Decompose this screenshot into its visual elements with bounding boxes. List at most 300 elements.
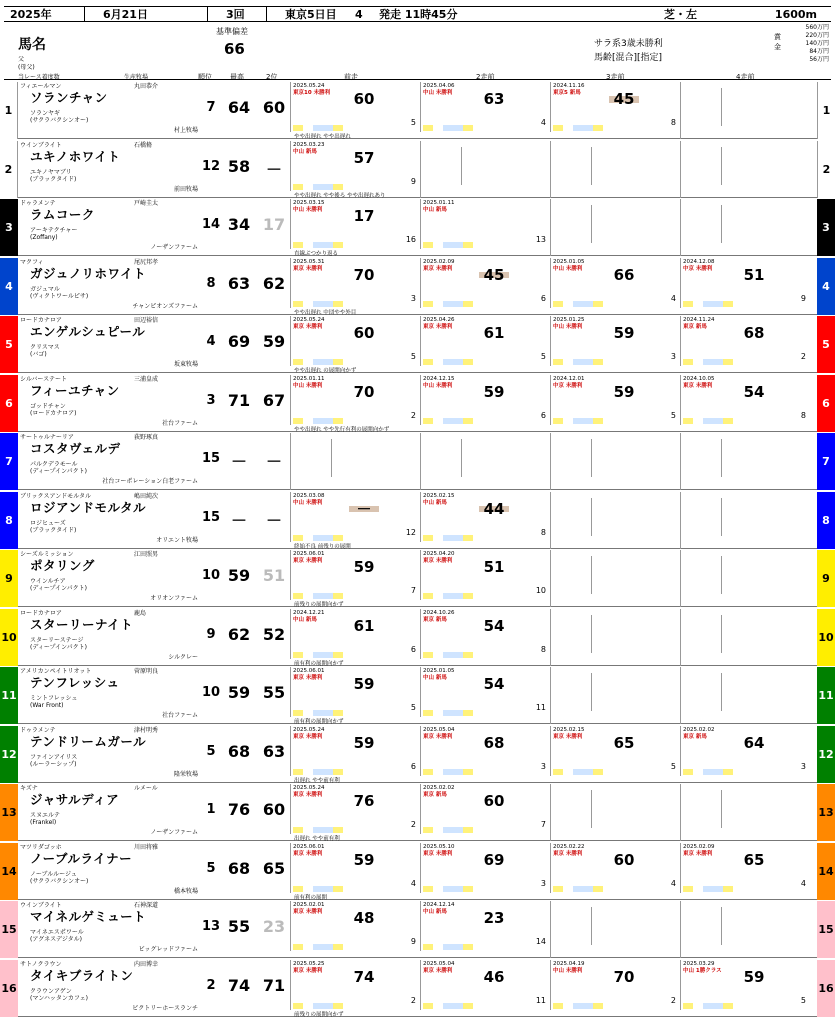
race-position: 9: [800, 293, 806, 303]
race-speed: 45: [479, 272, 509, 279]
race-date: 2025.05.24: [293, 726, 325, 733]
sire-name: ロードカナロア: [20, 317, 62, 324]
damsire-name: (アグネスデジタル): [30, 936, 82, 943]
kai: 3回: [226, 8, 245, 21]
race-title: 東京 未勝利: [423, 967, 453, 974]
empty-race-box: [591, 556, 661, 594]
damsire-name: (バゴ): [30, 351, 47, 358]
tag-swatch: [713, 359, 723, 365]
tag-swatch: [573, 769, 583, 775]
race-tags-bar: [293, 944, 343, 950]
tag-swatch: [303, 1003, 313, 1009]
tag-swatch: [323, 944, 333, 950]
distance: 1600m: [774, 7, 817, 21]
jockey-name: 川田将雅: [134, 843, 159, 851]
tag-swatch: [583, 301, 593, 307]
post-time: 発走 11時45分: [379, 8, 458, 21]
tag-swatch: [453, 710, 463, 716]
past-race[interactable]: [420, 375, 550, 425]
past-race[interactable]: [290, 375, 420, 425]
post-band-right: 16: [817, 960, 835, 1017]
past-race[interactable]: [290, 843, 420, 893]
header-top-bar: [4, 6, 831, 22]
tag-swatch: [713, 1003, 723, 1009]
tag-swatch: [713, 301, 723, 307]
race-title: 中山 未勝利: [553, 967, 583, 974]
past-race[interactable]: [420, 550, 550, 600]
sire-name: サトノクラウン: [20, 960, 62, 968]
past-race[interactable]: [420, 316, 550, 366]
race-speed: 59: [613, 382, 635, 401]
damsire-name: (ルーラーシップ): [30, 760, 77, 768]
tag-swatch: [313, 944, 323, 950]
past-race[interactable]: [550, 82, 680, 132]
race-comment: やや出遅れ やや先行有利の展開向かず: [294, 426, 390, 433]
rank-value: 4: [206, 334, 216, 349]
post-band-left: 7: [0, 433, 18, 490]
past-race[interactable]: [420, 82, 550, 132]
second-speed: 65: [262, 858, 286, 878]
race-speed: 48: [353, 909, 375, 927]
sire-name: ウインブライト: [20, 902, 62, 909]
race-comment: 終始不良 前残りの展開: [294, 543, 351, 550]
rank-value: 12: [201, 158, 221, 174]
tag-swatch: [293, 301, 303, 307]
jockey-name: 内田博幸: [134, 960, 159, 968]
tag-swatch: [433, 593, 443, 599]
tag-swatch: [333, 886, 343, 892]
past-race[interactable]: [680, 960, 810, 1010]
race-tags-bar: [293, 652, 343, 658]
race-tags-bar: [553, 769, 603, 775]
breeder-name: 隆栄牧場: [173, 770, 198, 778]
horse-name[interactable]: コスタヴェルデ: [30, 441, 121, 456]
race-comment: やや出遅れ やや後ろ やや出遅れあり: [294, 192, 386, 199]
tag-swatch: [463, 769, 473, 775]
tag-swatch: [433, 1003, 443, 1009]
past-race[interactable]: [290, 82, 420, 132]
tag-swatch: [423, 359, 433, 365]
tag-swatch: [303, 125, 313, 131]
race-header: [4, 6, 831, 80]
race-speed: 63: [483, 90, 505, 108]
damsire-name: (Frankel): [30, 819, 57, 826]
past-race[interactable]: [680, 316, 810, 366]
tag-swatch: [723, 418, 733, 424]
dam-name: ミントフレッシュ: [30, 695, 78, 702]
tag-swatch: [433, 827, 443, 833]
race-position: 5: [410, 703, 416, 712]
horse-name[interactable]: ノーブルライナー: [30, 850, 133, 866]
tag-swatch: [573, 1003, 583, 1009]
rank-value: 10: [201, 568, 221, 583]
empty-race-slot: [420, 141, 550, 198]
horse-info: [20, 901, 198, 958]
race-comment: 前有利の展開向かず: [294, 660, 344, 667]
race-date: 2025.05.04: [423, 726, 455, 733]
race-speed: 60: [353, 90, 375, 108]
post-band-right: 7: [817, 433, 835, 490]
race-speed: 51: [743, 265, 765, 284]
empty-race-slot: [680, 492, 810, 549]
tag-swatch: [333, 125, 343, 131]
jockey-name: 丸田恭介: [134, 83, 159, 90]
past-race[interactable]: [420, 960, 550, 1010]
race-date: 2025.05.24: [293, 785, 325, 791]
damsire-name: (マンハッタンカフェ): [30, 994, 88, 1002]
horse-info: [20, 667, 198, 724]
past-race[interactable]: [290, 960, 420, 1010]
past-race[interactable]: [680, 726, 810, 776]
race-title: 東京 未勝利: [293, 558, 323, 564]
horse-name[interactable]: ジャサルディア: [30, 792, 120, 807]
horse-name[interactable]: マイネルゲミュート: [30, 909, 147, 924]
race-speed: 46: [483, 967, 505, 986]
race-title: 東京 未勝利: [293, 792, 323, 798]
tag-swatch: [593, 769, 603, 775]
rank-value: 15: [201, 451, 221, 466]
horse-name[interactable]: フィーユチャン: [30, 382, 120, 398]
past-race[interactable]: [290, 492, 420, 542]
race-tags-bar: [423, 710, 473, 716]
race-tags-bar: [553, 886, 603, 892]
tag-swatch: [443, 418, 453, 424]
race-date: 2025.03.29: [683, 960, 715, 967]
race-speed: 70: [353, 382, 375, 401]
tag-swatch: [443, 242, 453, 248]
post-band-right: 10: [817, 609, 835, 666]
empty-race-slot: [550, 550, 680, 607]
race-tags-bar: [293, 184, 343, 190]
horse-name[interactable]: ガジュノリホワイト: [30, 265, 147, 281]
rank-value: 13: [201, 919, 221, 934]
tag-swatch: [583, 125, 593, 131]
race-speed: 70: [353, 265, 375, 284]
race-no: 4: [355, 7, 363, 21]
tag-swatch: [333, 184, 343, 190]
tag-swatch: [433, 242, 443, 248]
race-tags-bar: [423, 359, 473, 365]
empty-race-slot: [680, 609, 810, 666]
post-band-right: 12: [817, 726, 835, 783]
race-tags-bar: [293, 242, 343, 248]
tag-swatch: [443, 827, 453, 833]
race-comment: 出遅れ やや前有利: [294, 836, 340, 842]
tag-swatch: [583, 1003, 593, 1009]
tag-swatch: [593, 418, 603, 424]
past-race[interactable]: [290, 550, 420, 600]
dam-name: マイネエスポワール: [30, 929, 84, 936]
empty-race-box: [461, 147, 531, 185]
breeder-name: 社台ファーム: [162, 419, 198, 427]
tag-swatch: [433, 535, 443, 541]
tag-swatch: [333, 769, 343, 775]
race-title: 中山 未勝利: [293, 207, 323, 213]
race-speed: 59: [353, 850, 375, 869]
horse-name[interactable]: ソランチャン: [30, 90, 108, 105]
race-position: 8: [540, 527, 546, 537]
race-speed: 61: [483, 324, 505, 342]
race-position: 11: [535, 703, 546, 712]
dam-name: ユキノヤマブリ: [30, 168, 72, 176]
empty-race-box: [721, 556, 791, 594]
empty-race-slot: [680, 550, 810, 607]
past-race[interactable]: [290, 901, 420, 951]
horse-info: [20, 141, 198, 198]
race-date: 2024.10.26: [423, 609, 455, 616]
horse-info: [20, 784, 198, 841]
tag-swatch: [703, 769, 713, 775]
tag-swatch: [693, 301, 703, 307]
past-race[interactable]: [420, 726, 550, 776]
race-date: 2025.04.19: [553, 960, 585, 967]
past-race[interactable]: [420, 492, 550, 542]
post-band-right: 1: [817, 82, 835, 139]
horse-name[interactable]: テンフレッシュ: [30, 675, 120, 690]
tag-swatch: [433, 418, 443, 424]
past-race[interactable]: [420, 199, 550, 249]
horse-name[interactable]: スターリーナイト: [30, 616, 134, 632]
race-position: 5: [670, 761, 676, 771]
tag-swatch: [683, 769, 693, 775]
post-band-left: 8: [0, 492, 18, 549]
tag-swatch: [433, 359, 443, 365]
tag-swatch: [303, 418, 313, 424]
race-position: 2: [410, 820, 416, 829]
damsire-name: (Zoffany): [30, 234, 58, 241]
race-speed: 17: [353, 207, 375, 225]
empty-race-slot: [550, 433, 680, 490]
label-damsire: (母父): [18, 64, 35, 71]
race-tags-bar: [553, 418, 603, 424]
race-speed: 59: [353, 558, 375, 576]
second-speed: 51: [262, 566, 286, 585]
race-position: 3: [410, 293, 416, 303]
tag-swatch: [303, 769, 313, 775]
race-title: 東京 新馬: [683, 733, 707, 740]
tag-swatch: [333, 593, 343, 599]
past-race[interactable]: [680, 843, 810, 893]
empty-race-box: [331, 439, 401, 477]
tag-swatch: [293, 944, 303, 950]
horse-info: [20, 258, 198, 315]
tag-swatch: [303, 886, 313, 892]
race-comment: やや出遅れ やや出遅れ: [294, 134, 351, 140]
past-race[interactable]: [290, 609, 420, 659]
past-race[interactable]: [550, 316, 680, 366]
tag-swatch: [333, 242, 343, 248]
race-tags-bar: [423, 944, 473, 950]
damsire-name: (サクラバクシンオー): [30, 877, 89, 885]
tag-swatch: [683, 1003, 693, 1009]
tag-swatch: [323, 184, 333, 190]
empty-race-slot: [680, 667, 810, 724]
horse-name[interactable]: タイキブライトン: [30, 967, 134, 983]
sire-name: サートゥルナーリア: [20, 434, 74, 441]
race-date: 2025.06.01: [293, 668, 325, 674]
race-date: 2025.04.20: [423, 551, 455, 557]
past-race[interactable]: [420, 843, 550, 893]
past-race[interactable]: [420, 609, 550, 659]
tag-swatch: [433, 769, 443, 775]
tag-swatch: [693, 418, 703, 424]
race-date: 2025.02.09: [423, 258, 455, 265]
past-race[interactable]: [550, 960, 680, 1010]
tag-swatch: [303, 652, 313, 658]
horse-row: [1, 843, 834, 901]
surface: 芝・左: [664, 8, 697, 21]
prize-table: [774, 22, 831, 80]
horse-info: [20, 550, 198, 607]
damsire-name: (ディープインパクト): [30, 468, 87, 475]
tag-swatch: [313, 652, 323, 658]
race-date: 2025.02.01: [293, 902, 325, 908]
post-band-right: 11: [817, 667, 835, 724]
race-title: 中京 未勝利: [553, 382, 583, 389]
horse-name[interactable]: ロジアンドモルタル: [30, 499, 147, 515]
race-title: 東京 新馬: [683, 324, 707, 330]
past-race[interactable]: [550, 375, 680, 425]
col-4prev: 4走前: [736, 73, 755, 81]
sire-name: シーズルミッション: [20, 551, 74, 558]
tag-swatch: [423, 652, 433, 658]
tag-swatch: [703, 886, 713, 892]
tag-swatch: [573, 125, 583, 131]
dam-name: ガジュマル: [30, 285, 60, 293]
race-tags-bar: [293, 769, 343, 775]
past-race[interactable]: [550, 726, 680, 776]
tag-swatch: [293, 652, 303, 658]
tag-swatch: [303, 593, 313, 599]
tag-swatch: [463, 944, 473, 950]
sire-name: アメリカンペイトリオット: [20, 668, 92, 675]
race-tags-bar: [683, 301, 733, 307]
empty-race-box: [721, 673, 791, 711]
past-race[interactable]: [290, 726, 420, 776]
empty-race-slot: [550, 609, 680, 666]
race-position: 8: [540, 644, 546, 654]
past-race[interactable]: [680, 258, 810, 308]
tag-swatch: [303, 359, 313, 365]
empty-race-box: [721, 498, 791, 536]
rank-value: 3: [206, 392, 216, 408]
race-title: 東京 未勝利: [293, 850, 323, 857]
horse-row: [4, 375, 831, 432]
tag-swatch: [443, 652, 453, 658]
empty-race-slot: [550, 901, 680, 958]
past-race[interactable]: [290, 667, 420, 717]
tag-swatch: [323, 652, 333, 658]
breeder-name: 前田牧場: [173, 185, 198, 193]
jockey-name: 鹿島: [134, 609, 147, 617]
past-race[interactable]: [290, 258, 420, 308]
tag-swatch: [553, 418, 563, 424]
empty-race-box: [591, 439, 661, 477]
race-title: 中山 未勝利: [553, 265, 583, 272]
tag-swatch: [433, 652, 443, 658]
best-speed: －: [230, 452, 247, 471]
race-tags-bar: [293, 301, 343, 307]
race-position: 2: [800, 352, 806, 361]
second-speed: 17: [262, 215, 286, 234]
post-band-left: 9: [0, 550, 18, 607]
horse-info: [20, 199, 198, 256]
date: 6月21日: [103, 8, 148, 21]
empty-race-box: [721, 615, 791, 653]
rank-value: 15: [201, 509, 221, 525]
horse-name[interactable]: エンゲルシュピール: [30, 324, 146, 339]
post-band-left: 16: [0, 960, 18, 1017]
tag-swatch: [323, 359, 333, 365]
tag-swatch: [293, 184, 303, 190]
horse-name[interactable]: ラムコーク: [30, 207, 95, 222]
race-date: 2025.05.24: [293, 317, 325, 323]
empty-race-slot: [680, 199, 810, 256]
past-race[interactable]: [290, 141, 420, 191]
second-speed: 63: [262, 741, 286, 761]
tag-swatch: [293, 710, 303, 716]
tag-swatch: [443, 886, 453, 892]
col-2nd: 2位: [266, 73, 278, 81]
sire-name: マクフィ: [20, 258, 44, 266]
tag-swatch: [313, 359, 323, 365]
race-date: 2025.02.02: [423, 785, 455, 791]
race-date: 2025.05.04: [423, 960, 455, 967]
past-race[interactable]: [680, 375, 810, 425]
horse-name[interactable]: テンドリームガール: [30, 733, 147, 749]
past-race[interactable]: [290, 199, 420, 249]
race-date: 2025.04.26: [423, 317, 455, 323]
tag-swatch: [333, 1003, 343, 1009]
race-tags-bar: [293, 886, 343, 892]
tag-swatch: [423, 710, 433, 716]
race-position: 9: [410, 937, 416, 946]
tag-swatch: [573, 301, 583, 307]
second-speed: 60: [262, 800, 286, 819]
past-race[interactable]: [550, 843, 680, 893]
jockey-name: 津村明秀: [134, 726, 159, 734]
tag-swatch: [583, 418, 593, 424]
past-race[interactable]: [290, 316, 420, 366]
breeder-name: オリエント牧場: [156, 536, 198, 544]
past-race[interactable]: [550, 258, 680, 308]
past-race[interactable]: [420, 901, 550, 951]
tag-swatch: [463, 1003, 473, 1009]
past-race[interactable]: [420, 667, 550, 717]
post-band-left: 14: [0, 843, 18, 900]
tag-swatch: [313, 535, 323, 541]
past-race[interactable]: [420, 784, 550, 834]
tag-swatch: [453, 242, 463, 248]
breeder-name: ノーザンファーム: [150, 829, 198, 836]
tag-swatch: [323, 886, 333, 892]
empty-race-slot: [680, 82, 810, 139]
past-race[interactable]: [420, 258, 550, 308]
horse-name[interactable]: ポタリング: [30, 558, 95, 573]
past-race[interactable]: [290, 784, 420, 834]
tag-swatch: [433, 301, 443, 307]
horse-row: [1, 609, 834, 667]
race-speed: 61: [353, 616, 375, 635]
race-position: 8: [670, 118, 676, 127]
best-speed: 71: [227, 390, 251, 410]
race-date: 2024.12.15: [423, 375, 455, 382]
empty-race-box: [591, 615, 661, 653]
horse-name[interactable]: ユキノホワイト: [30, 148, 121, 164]
race-date: 2025.02.09: [683, 843, 715, 850]
tag-swatch: [293, 359, 303, 365]
meet: 東京5日目: [285, 8, 337, 21]
